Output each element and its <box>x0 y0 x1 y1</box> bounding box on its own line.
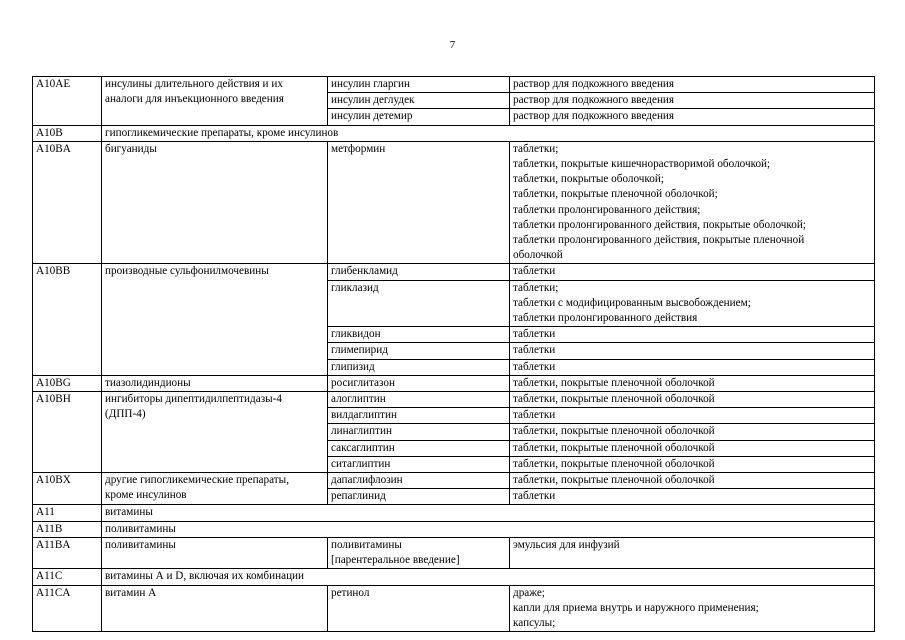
group-name-line: поливитамины <box>105 522 176 535</box>
atc-code-cell <box>33 141 102 264</box>
table-row <box>33 473 875 489</box>
drug-name-cell <box>328 473 510 489</box>
dosage-form-cell <box>510 359 875 375</box>
atc-code-cell <box>33 537 102 568</box>
drug-name-cell <box>328 408 510 424</box>
table-row <box>33 569 875 585</box>
dosage-form-cell <box>510 392 875 408</box>
dosage-form-cell <box>510 77 875 93</box>
dosage-form: эмульсия для инфузий <box>513 538 620 551</box>
atc-code: A11BA <box>36 538 71 551</box>
dosage-form: капли для приема внутрь и наружного применения; <box>513 601 759 614</box>
drug-name-cell <box>328 141 510 264</box>
atc-code: A10AE <box>36 78 71 90</box>
dosage-form: таблетки пролонгированного действия; <box>513 203 701 216</box>
group-name-line: гипогликемические препараты, кроме инсулинов <box>105 126 339 139</box>
dosage-form: таблетки <box>513 360 556 373</box>
atc-code: A10BG <box>36 376 71 389</box>
drug-name: дапаглифлозин <box>331 474 403 487</box>
drug-name-cell <box>328 392 510 408</box>
dosage-form-cell <box>510 141 875 264</box>
group-name-cell <box>102 264 328 375</box>
dosage-form: оболочкой <box>513 249 563 262</box>
atc-code-cell <box>33 392 102 473</box>
drug-name: ситаглиптин <box>331 457 391 470</box>
group-name-cell <box>102 473 328 505</box>
drug-name-cell <box>328 280 510 327</box>
group-name-line: аналоги для инъекционного введения <box>105 93 284 106</box>
dosage-form-cell <box>510 375 875 391</box>
dosage-form-cell <box>510 93 875 109</box>
drug-name: инсулин гларгин <box>331 78 410 90</box>
atc-code: A10BH <box>36 393 71 406</box>
dosage-form-cell <box>510 456 875 472</box>
dosage-form-cell <box>510 280 875 327</box>
drug-name: инсулин детемир <box>331 110 413 123</box>
group-name-line: (ДПП-4) <box>105 408 146 421</box>
dosage-form: таблетки <box>513 490 556 503</box>
atc-code: A10B <box>36 126 63 139</box>
dosage-form: таблетки, покрытые оболочкой; <box>513 173 664 186</box>
dosage-form: таблетки <box>513 344 556 357</box>
dosage-form: таблетки пролонгированного действия, покрытые оболочкой; <box>513 218 806 231</box>
dosage-form: таблетки с модифицированным высвобождением; <box>513 296 751 309</box>
atc-code-cell <box>33 125 102 141</box>
group-name-line: производные сульфонилмочевины <box>105 265 269 278</box>
dosage-form: капсулы; <box>513 616 556 629</box>
drug-name-cell <box>328 440 510 456</box>
table-row <box>33 77 875 93</box>
drug-name-cell <box>328 424 510 440</box>
drug-name: вилдаглиптин <box>331 409 397 422</box>
group-name-cell <box>102 537 328 568</box>
drug-name-cell <box>328 264 510 280</box>
drug-name: инсулин деглудек <box>331 94 415 107</box>
dosage-form-cell <box>510 440 875 456</box>
drug-name: гликвидон <box>331 328 381 341</box>
drug-name: метформин <box>331 142 386 155</box>
dosage-form: таблетки пролонгированного действия, покрытые пленочной <box>513 234 805 247</box>
group-name-cell <box>102 505 875 521</box>
group-name-cell <box>102 521 875 537</box>
page-number: 7 <box>449 39 456 51</box>
drug-name-cell <box>328 109 510 125</box>
group-name-cell <box>102 77 328 126</box>
dosage-form: таблетки пролонгированного действия <box>513 312 698 325</box>
drug-name-cell <box>328 93 510 109</box>
atc-code-cell <box>33 521 102 537</box>
atc-code: A10BA <box>36 142 71 155</box>
group-name-line: бигуаниды <box>105 142 157 155</box>
drug-name: алоглиптин <box>331 393 386 406</box>
drug-name: росиглитазон <box>331 376 395 389</box>
dosage-form: таблетки <box>513 265 556 278</box>
dosage-form-cell <box>510 489 875 505</box>
atc-code: A10BX <box>36 474 71 487</box>
group-name-line: поливитамины <box>105 538 176 551</box>
atc-code-cell <box>33 473 102 505</box>
drug-name: саксаглиптин <box>331 441 395 454</box>
atc-code: A11CA <box>36 586 71 599</box>
table-row <box>33 264 875 280</box>
dosage-form: таблетки, покрытые пленочной оболочкой; <box>513 188 718 201</box>
table-row <box>33 392 875 408</box>
atc-code: A11B <box>36 522 63 535</box>
group-name-cell <box>102 125 875 141</box>
group-name-line: витамин А <box>105 586 157 599</box>
dosage-form-cell <box>510 327 875 343</box>
dosage-form: таблетки, покрытые пленочной оболочкой <box>513 376 715 389</box>
drug-classification-table <box>32 76 875 632</box>
dosage-form: раствор для подкожного введения <box>513 94 675 107</box>
dosage-form: таблетки, покрытые пленочной оболочкой <box>513 393 715 406</box>
group-name-cell <box>102 585 328 632</box>
dosage-form: таблетки, покрытые кишечнорастворимой оболочкой; <box>513 158 771 171</box>
drug-name-cell <box>328 343 510 359</box>
dosage-form: раствор для подкожного введения <box>513 78 675 90</box>
atc-code-cell <box>33 375 102 391</box>
drug-name: [парентеральное введение] <box>331 554 460 567</box>
dosage-form: таблетки, покрытые пленочной оболочкой <box>513 441 715 454</box>
group-name-line: витамины <box>105 506 153 519</box>
group-name-line: другие гипогликемические препараты, <box>105 474 289 487</box>
dosage-form: раствор для подкожного введения <box>513 110 675 123</box>
drug-name-cell <box>328 585 510 632</box>
dosage-form-cell <box>510 585 875 632</box>
drug-name-cell <box>328 359 510 375</box>
dosage-form: таблетки, покрытые пленочной оболочкой <box>513 457 715 470</box>
table-row <box>33 125 875 141</box>
group-name-line: инсулины длительного действия и их <box>105 78 283 90</box>
dosage-form-cell <box>510 264 875 280</box>
atc-code: A11C <box>36 570 63 583</box>
dosage-form-cell <box>510 424 875 440</box>
drug-name-cell <box>328 537 510 568</box>
drug-name-cell <box>328 489 510 505</box>
table-row <box>33 505 875 521</box>
drug-name-cell <box>328 456 510 472</box>
table-row <box>33 585 875 632</box>
dosage-form: таблетки <box>513 328 556 341</box>
drug-name-cell <box>328 327 510 343</box>
table-row <box>33 375 875 391</box>
atc-code-cell <box>33 569 102 585</box>
drug-name: поливитамины <box>331 538 402 551</box>
dosage-form-cell <box>510 343 875 359</box>
drug-name-cell <box>328 77 510 93</box>
dosage-form-cell <box>510 473 875 489</box>
dosage-form: драже; <box>513 586 545 599</box>
group-name-line: кроме инсулинов <box>105 489 187 502</box>
drug-name: глибенкламид <box>331 265 398 278</box>
drug-name: репаглинид <box>331 490 386 503</box>
dosage-form: таблетки, покрытые пленочной оболочкой <box>513 425 715 438</box>
group-name-cell <box>102 375 328 391</box>
drug-name: ретинол <box>331 586 370 599</box>
atc-code-cell <box>33 505 102 521</box>
drug-name-cell <box>328 375 510 391</box>
table-row <box>33 141 875 264</box>
dosage-form: таблетки; <box>513 281 559 294</box>
drug-name: глимепирид <box>331 344 388 357</box>
atc-code-cell <box>33 264 102 375</box>
drug-name: глипизид <box>331 360 375 373</box>
atc-code-cell <box>33 77 102 126</box>
group-name-line: тиазолидиндионы <box>105 376 191 389</box>
group-name-line: витамины А и D, включая их комбинации <box>105 570 305 583</box>
dosage-form-cell <box>510 109 875 125</box>
drug-name: линаглиптин <box>331 425 392 438</box>
table-row <box>33 537 875 568</box>
drug-name: гликлазид <box>331 281 379 294</box>
group-name-line: ингибиторы дипептидилпептидазы-4 <box>105 393 282 406</box>
atc-code: A10BB <box>36 265 71 278</box>
dosage-form: таблетки, покрытые пленочной оболочкой <box>513 474 715 487</box>
atc-code-cell <box>33 585 102 632</box>
dosage-form-cell <box>510 537 875 568</box>
dosage-form-cell <box>510 408 875 424</box>
table-row <box>33 521 875 537</box>
dosage-form: таблетки <box>513 409 556 422</box>
group-name-cell <box>102 141 328 264</box>
group-name-cell <box>102 392 328 473</box>
group-name-cell <box>102 569 875 585</box>
atc-code: A11 <box>36 506 55 519</box>
dosage-form: таблетки; <box>513 142 559 155</box>
